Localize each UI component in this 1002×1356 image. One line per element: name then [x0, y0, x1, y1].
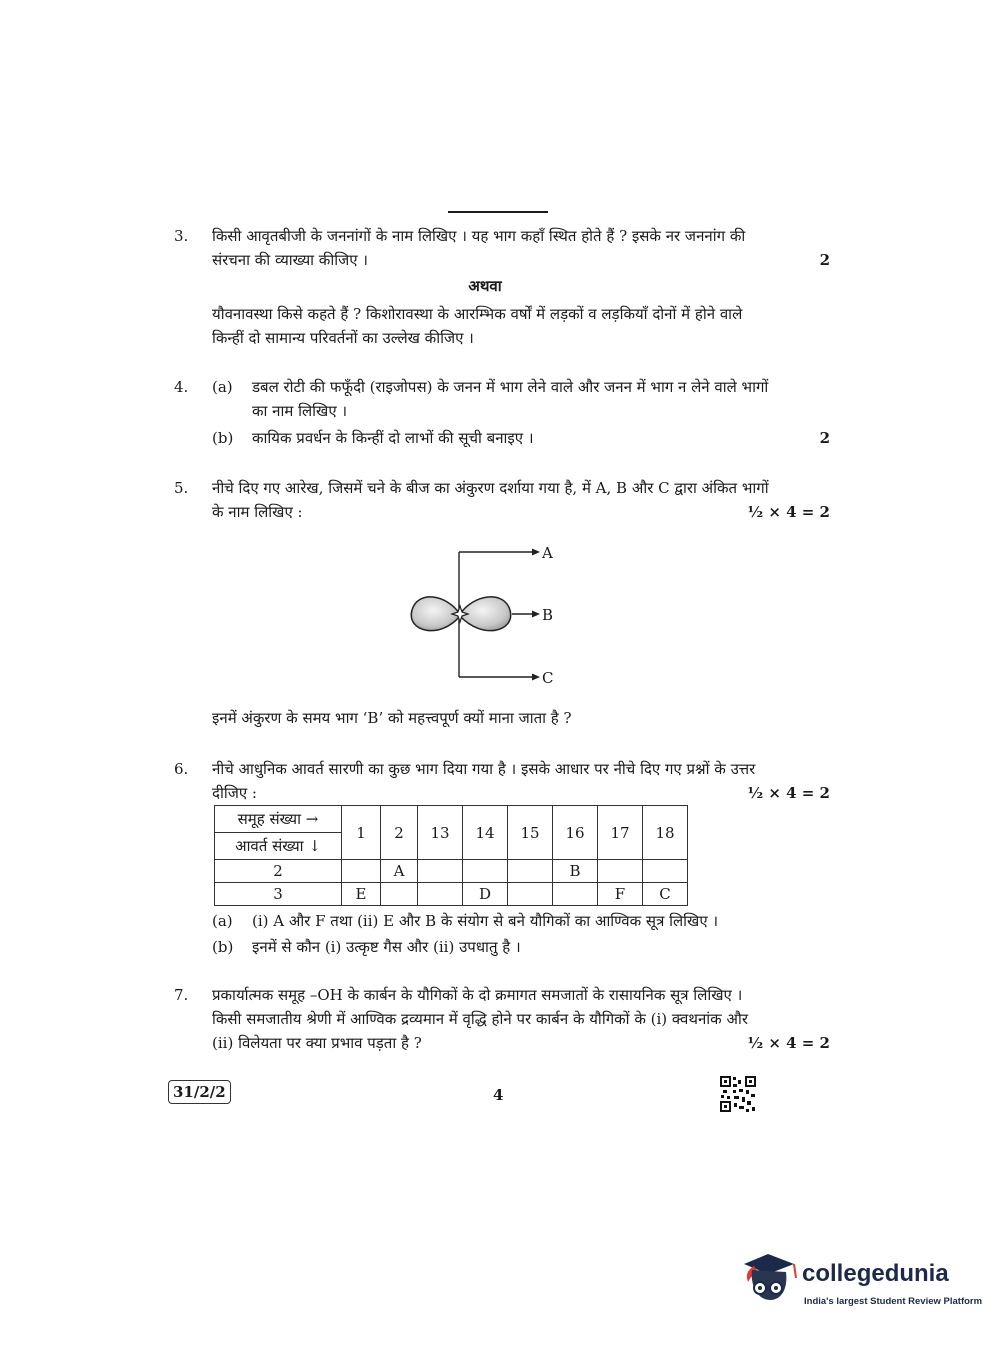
question-text: कायिक प्रवर्धन के किन्हीं दो लाभों की सूची बनाइए ।: [252, 429, 534, 447]
element-cell: [418, 883, 463, 906]
question-text: किसी आवृतबीजी के जननांगों के नाम लिखिए । यह भाग कहाँ स्थित होते हैं ? इसके नर जननांग की: [212, 227, 746, 245]
qr-code-icon: [719, 1075, 757, 1113]
part-label: (a): [212, 378, 233, 396]
seed-germination-diagram: [400, 540, 570, 690]
question-number: 3.: [174, 227, 189, 245]
group-cell: 16: [553, 806, 598, 860]
part-label: (b): [212, 429, 234, 447]
question-number: 5.: [174, 479, 189, 497]
question-number: 7.: [174, 986, 189, 1004]
mascot-logo-icon: [738, 1250, 800, 1308]
marks: 2: [819, 251, 830, 269]
table-row: [215, 883, 688, 906]
paper-code: 31/2/2: [168, 1080, 231, 1104]
question-text: इनमें अंकुरण के समय भाग ‘B’ को महत्त्वपूर्ण क्यों माना जाता है ?: [212, 709, 572, 727]
table-row: [215, 860, 688, 883]
question-text: किसी समजातीय श्रेणी में आण्विक द्रव्यमान में वृद्धि होने पर कार्बन के यौगिकों के (i) क्वथनांक और: [212, 1010, 748, 1028]
question-text: दीजिए :: [212, 784, 257, 802]
brand-tagline: India's largest Student Review Platform: [804, 1296, 983, 1307]
group-cell: 13: [418, 806, 463, 860]
label-a: A: [542, 544, 553, 562]
question-text: किन्हीं दो सामान्य परिवर्तनों का उल्लेख कीजिए ।: [212, 329, 474, 347]
question-number: 6.: [174, 760, 189, 778]
question-text: इनमें से कौन (i) उत्कृष्ट गैस और (ii) उपधातु है ।: [252, 938, 521, 956]
question-text: का नाम लिखिए ।: [252, 402, 348, 420]
element-cell: C: [643, 883, 688, 906]
question-text: (ii) विलेयता पर क्या प्रभाव पड़ता है ?: [212, 1034, 422, 1052]
element-cell: F: [598, 883, 643, 906]
group-cell: 15: [508, 806, 553, 860]
group-cell: 1: [342, 806, 381, 860]
marks: 2: [819, 429, 830, 447]
question-text: प्रकार्यात्मक समूह –OH के कार्बन के यौगिकों के दो क्रमागत समजातों के रासायनिक सूत्र लिखिए ।: [212, 986, 743, 1004]
element-cell: [342, 860, 381, 883]
element-cell: [643, 860, 688, 883]
group-cell: 14: [463, 806, 508, 860]
element-cell: A: [381, 860, 418, 883]
element-cell: [508, 860, 553, 883]
element-cell: E: [342, 883, 381, 906]
question-text: यौवनावस्था किसे कहते हैं ? किशोरावस्था के आरम्भिक वर्षों में लड़कों व लड़कियाँ दोनों में होने वाले: [212, 305, 743, 323]
element-cell: D: [463, 883, 508, 906]
question-text: संरचना की व्याख्या कीजिए ।: [212, 251, 368, 269]
marks: ½ × 4 = 2: [747, 784, 830, 802]
group-cell: 2: [381, 806, 418, 860]
question-text: के नाम लिखिए :: [212, 503, 303, 521]
question-text: डबल रोटी की फफूँदी (राइजोपस) के जनन में भाग लेने वाले और जनन में भाग न लेने वाले भागों: [252, 378, 769, 396]
label-c: C: [542, 669, 554, 687]
marks: ½ × 4 = 2: [747, 1034, 830, 1052]
element-cell: [418, 860, 463, 883]
question-text: नीचे दिए गए आरेख, जिसमें चने के बीज का अंकुरण दर्शाया गया है, में A, B और C द्वारा अंकित भागों: [212, 479, 769, 497]
element-cell: [381, 883, 418, 906]
periodic-table: [214, 805, 688, 906]
period-cell: 2: [215, 860, 342, 883]
question-text: (i) A और F तथा (ii) E और B के संयोग से बने यौगिकों का आण्विक सूत्र लिखिए ।: [252, 912, 719, 930]
question-text: नीचे आधुनिक आवर्त सारणी का कुछ भाग दिया गया है । इसके आधार पर नीचे दिए गए प्रश्नों के उत्तर: [212, 760, 756, 778]
page-number: 4: [493, 1086, 504, 1104]
question-number: 4.: [174, 378, 189, 396]
part-label: (a): [212, 912, 233, 930]
or-label: अथवा: [468, 277, 502, 295]
marks: ½ × 4 = 2: [747, 503, 830, 521]
period-cell: 3: [215, 883, 342, 906]
group-header: समूह संख्या →: [215, 806, 342, 833]
element-cell: B: [553, 860, 598, 883]
group-cell: 17: [598, 806, 643, 860]
part-label: (b): [212, 938, 234, 956]
label-b: B: [542, 606, 554, 624]
element-cell: [598, 860, 643, 883]
brand-name: collegedunia: [802, 1260, 949, 1287]
element-cell: [553, 883, 598, 906]
element-cell: [508, 883, 553, 906]
group-cell: 18: [643, 806, 688, 860]
top-rule: [448, 211, 548, 213]
period-header: आवर्त संख्या ↓: [215, 833, 342, 860]
element-cell: [463, 860, 508, 883]
